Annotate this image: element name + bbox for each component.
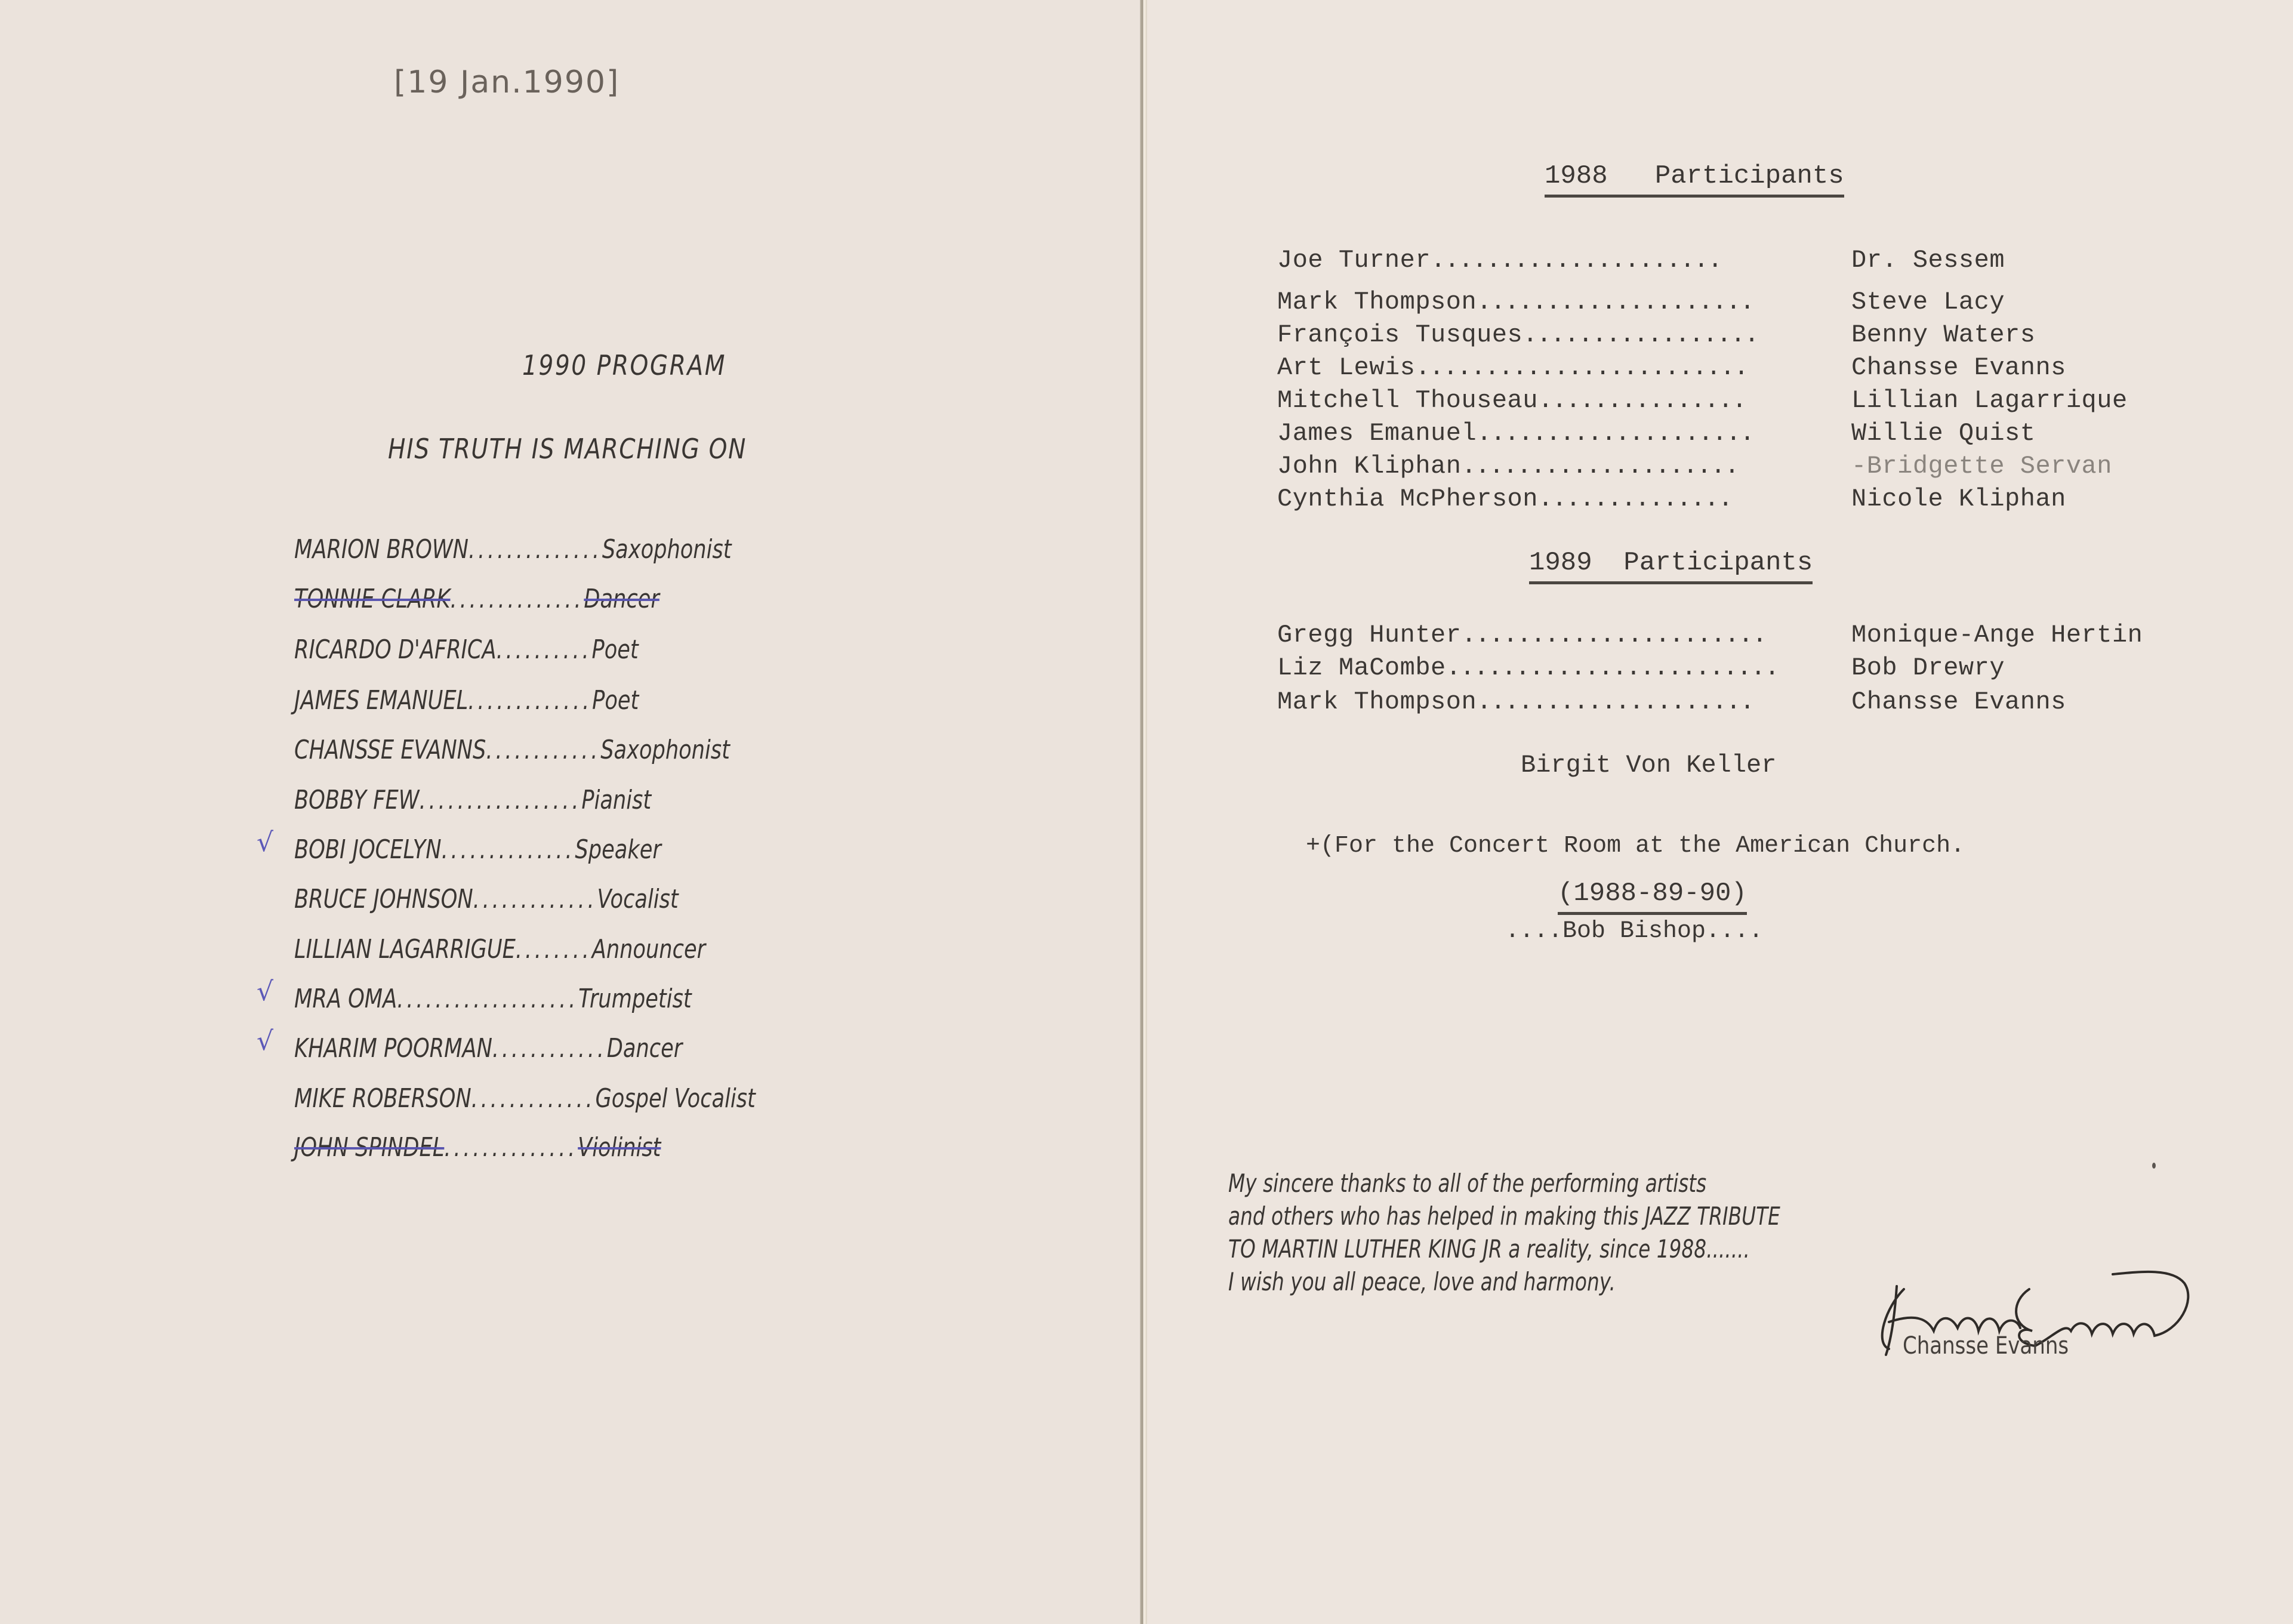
participant-left-name: Art Lewis [1277,353,1416,382]
program-row [294,584,659,620]
program-row [294,534,732,570]
performer-role: Speaker [575,834,661,865]
program-row [294,1033,682,1069]
leader-dots: ........................ [1446,654,1779,682]
program-row [294,634,639,670]
heading-1989-participants: 1989 Participants [1529,548,1813,584]
performer-name: JAMES EMANUEL [294,685,469,716]
leader-dots: ................. [1522,321,1758,349]
participant-row [1277,353,2066,382]
leader-dots: ........ [515,934,592,964]
performer-role: Gospel Vocalist [595,1083,756,1114]
right-page [1147,0,2293,1624]
bob-bishop-credit: ....Bob Bishop.... [1505,918,1764,945]
leader-dots: .......... [496,634,592,665]
participant-row [1277,452,2112,480]
performer-name: LILLIAN LAGARRIGUE [294,934,516,964]
handwritten-date: [19 Jan.1990] [394,64,620,100]
thanks-line: and others who has helped in making this JAZZ TRIBUTE [1228,1201,1780,1231]
participant-right-name: Monique-Ange Hertin [1851,621,2143,649]
performer-role: Poet [591,634,639,665]
participant-right-name: Chansse Evanns [1851,688,2066,716]
leader-dots: ............... [1537,386,1746,415]
participant-row [1277,288,2005,316]
performer-role: Dancer [606,1033,683,1064]
performer-name: BRUCE JOHNSON [294,884,473,914]
leader-dots: .............. [444,1132,578,1163]
years-range: (1988-89-90) [1558,879,1747,915]
program-row [294,834,661,870]
leader-dots: .................... [1477,419,1754,448]
paper-speck [2152,1163,2156,1169]
participant-right-name: Lillian Lagarrique [1851,386,2128,415]
leader-dots: ............. [471,1083,596,1114]
center-fold [1140,0,1147,1624]
participant-row [1277,485,2066,513]
participant-row [1277,321,2036,349]
concert-room-note: +(For the Concert Room at the American Church. [1306,833,1965,859]
participant-right-name: Willie Quist [1851,419,2036,448]
thanks-line: My sincere thanks to all of the performing artists [1228,1169,1707,1198]
leader-dots: .................... [1477,688,1754,716]
thanks-message [1228,1167,1780,1298]
participant-left-name: Mark Thompson [1277,688,1477,716]
program-row [294,934,705,970]
performer-name: JOHN SPINDEL [294,1132,445,1163]
performer-name: CHANSSE EVANNS [294,735,486,765]
participant-right-name: Chansse Evanns [1851,353,2066,382]
performer-role: Pianist [581,785,652,815]
leader-dots: ............ [486,735,601,765]
performer-name: BOBBY FEW [294,785,420,815]
performer-name: RICARDO D'AFRICA [294,634,497,665]
program-title: 1990 PROGRAM [522,349,727,381]
participant-row [1277,621,2143,649]
performer-role: Violinist [578,1132,661,1163]
program-row [294,685,639,721]
performer-role: Poet [592,685,639,716]
participant-left-name: John Kliphan [1277,452,1462,480]
performer-role: Saxophonist [602,534,732,565]
leader-dots: .................... [1461,452,1739,480]
participant-row [1277,419,2036,448]
participant-row [1277,386,2128,415]
check-mark-icon: √ [257,976,274,1007]
leader-dots: ................. [419,785,582,815]
participant-left-name: Cynthia McPherson [1277,485,1538,513]
performer-name: MRA OMA [294,984,397,1014]
performer-role: Announcer [591,934,706,964]
performer-name: KHARIM POORMAN [294,1033,492,1064]
program-row [294,1132,661,1168]
check-mark-icon: √ [257,1026,274,1056]
participant-right-name: Bob Drewry [1851,654,2005,682]
participant-left-name: Joe Turner [1277,246,1431,275]
participant-right-name: Steve Lacy [1851,288,2005,316]
participant-right-name: Dr. Sessem [1851,246,2005,275]
heading-1988-participants: 1988 Participants [1545,161,1844,198]
participant-right-name: -Bridgette Servan [1851,452,2112,480]
program-row [294,785,651,821]
leader-dots: ............. [468,685,593,716]
performer-role: Trumpetist [578,984,692,1014]
check-mark-icon: √ [257,827,274,858]
thanks-line: TO MARTIN LUTHER KING JR a reality, since 1988....... [1228,1234,1750,1264]
participant-left-name: François Tusques [1277,321,1523,349]
leader-dots: .............. [1537,485,1732,513]
participant-left-name: Mark Thompson [1277,288,1477,316]
performer-name: BOBI JOCELYN [294,834,442,865]
leader-dots: ................... [397,984,579,1014]
left-page [0,0,1140,1624]
participant-row [1277,654,2005,682]
performer-name: TONNIE CLARK [294,584,451,614]
leader-dots: .............. [441,834,575,865]
participant-row [1277,246,2005,275]
program-row [294,1083,756,1119]
participant-left-name: Gregg Hunter [1277,621,1462,649]
leader-dots: ........................ [1415,353,1748,382]
program-row [294,984,692,1019]
program-row [294,884,679,920]
program-row [294,735,730,771]
printed-signature-name: Chansse Evanns [1903,1332,2069,1360]
performer-role: Dancer [584,584,659,614]
extra-participant: Birgit Von Keller [1521,751,1777,779]
participant-left-name: Mitchell Thouseau [1277,386,1538,415]
thanks-line: I wish you all peace, love and harmony. [1228,1267,1616,1296]
participant-left-name: Liz MaCombe [1277,654,1446,682]
leader-dots: ............. [473,884,597,914]
performer-name: MIKE ROBERSON [294,1083,471,1114]
participant-left-name: James Emanuel [1277,419,1477,448]
participant-right-name: Nicole Kliphan [1851,485,2066,513]
participant-right-name: Benny Waters [1851,321,2036,349]
leader-dots: ...................... [1461,621,1766,649]
leader-dots: ..................... [1431,246,1722,275]
leader-dots: .............. [450,584,584,614]
program-subtitle: HIS TRUTH IS MARCHING ON [388,433,747,465]
participant-row [1277,688,2066,716]
leader-dots: ............ [492,1033,607,1064]
performer-role: Saxophonist [600,735,730,765]
leader-dots: .............. [468,534,602,565]
leader-dots: .................... [1477,288,1754,316]
performer-name: MARION BROWN [294,534,469,565]
performer-role: Vocalist [597,884,679,914]
